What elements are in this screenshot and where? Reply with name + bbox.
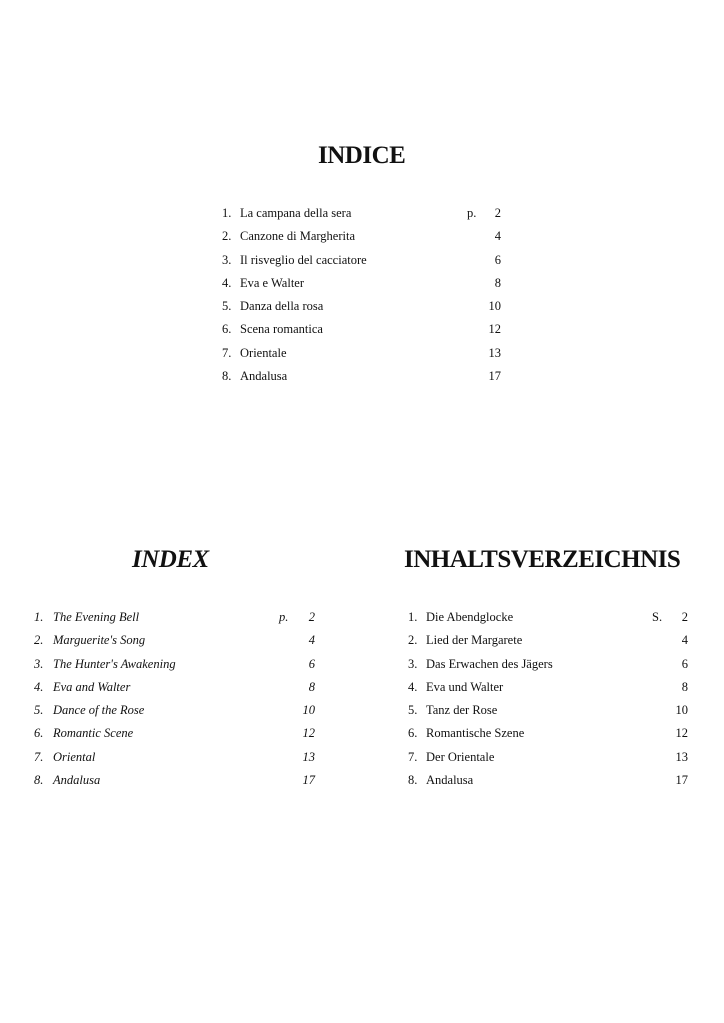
entry-page: 2	[494, 206, 501, 220]
index-list	[34, 610, 315, 796]
entry-title: Das Erwachen des Jägers	[426, 656, 553, 671]
entry-title: Scena romantica	[240, 322, 323, 337]
entry-number: 8.	[408, 773, 418, 788]
entry-page: 10	[488, 299, 501, 314]
entry-page: 13	[488, 345, 501, 360]
entry-number: 6.	[34, 726, 44, 741]
entry-number: 3.	[34, 656, 44, 671]
entry-title: Andalusa	[426, 773, 474, 788]
toc-entry	[222, 322, 501, 345]
entry-title: Danza della rosa	[240, 299, 324, 314]
index-heading: INDEX	[132, 546, 209, 573]
entry-number: 6.	[222, 322, 232, 337]
entry-page: 12	[488, 322, 501, 337]
entry-title: Marguerite's Song	[53, 633, 146, 648]
entry-number: 1.	[34, 610, 44, 624]
entry-page: 8	[494, 275, 501, 290]
toc-entry	[408, 726, 688, 749]
toc-entry	[222, 369, 501, 392]
entry-number: 4.	[408, 679, 418, 694]
entry-page: 4	[681, 633, 688, 648]
toc-entry	[34, 726, 315, 749]
entry-title: Orientale	[240, 345, 287, 360]
entry-number: 7.	[408, 749, 418, 764]
entry-page: 12	[675, 726, 688, 741]
entry-page: 17	[488, 369, 501, 384]
entry-page: 6	[494, 252, 501, 267]
entry-page: 8	[308, 679, 315, 694]
entry-title: Romantische Szene	[426, 726, 525, 741]
toc-entry	[222, 253, 501, 276]
entry-page: 13	[675, 749, 688, 764]
entry-page: 4	[494, 229, 501, 244]
entry-title: Eva e Walter	[240, 275, 305, 290]
indice-list	[222, 206, 501, 392]
indice-heading: INDICE	[318, 142, 406, 169]
toc-entry	[34, 610, 315, 633]
toc-entry	[408, 633, 688, 656]
entry-number: 2.	[408, 633, 418, 648]
entry-number: 4.	[34, 679, 44, 694]
toc-entry	[34, 750, 315, 773]
entry-page: 17	[675, 773, 688, 788]
entry-title: Eva and Walter	[53, 679, 131, 694]
entry-title: Lied der Margarete	[426, 633, 523, 648]
entry-title: Dance of the Rose	[53, 703, 145, 718]
inhaltsverzeichnis-list	[408, 610, 688, 796]
toc-entry	[34, 657, 315, 680]
entry-number: 1.	[408, 610, 418, 624]
entry-number: 7.	[34, 749, 44, 764]
entry-number: 2.	[34, 633, 44, 648]
entry-number: 2.	[222, 229, 232, 244]
toc-entry	[408, 703, 688, 726]
entry-page: 10	[675, 703, 688, 718]
toc-entry	[408, 680, 688, 703]
entry-number: 1.	[222, 206, 232, 220]
entry-number: 5.	[408, 703, 418, 718]
entry-number: 8.	[34, 773, 44, 788]
entry-page: 8	[681, 679, 688, 694]
entry-title: Andalusa	[240, 369, 288, 384]
entry-title: Oriental	[53, 749, 96, 764]
entry-title: Eva und Walter	[426, 679, 504, 694]
inhaltsverzeichnis-heading: INHALTSVERZEICHNIS	[404, 546, 681, 573]
toc-entry	[222, 299, 501, 322]
toc-entry	[408, 773, 688, 796]
entry-page: 12	[302, 726, 315, 741]
toc-entry	[34, 680, 315, 703]
entry-title: Der Orientale	[426, 749, 495, 764]
entry-title: Romantic Scene	[53, 726, 134, 741]
toc-entry	[222, 346, 501, 369]
entry-title: La campana della sera	[240, 206, 352, 220]
entry-number: 3.	[408, 656, 418, 671]
entry-number: 5.	[34, 703, 44, 718]
toc-entry	[222, 229, 501, 252]
entry-number: 4.	[222, 275, 232, 290]
page-label: p.	[467, 206, 477, 220]
toc-entry	[408, 750, 688, 773]
entry-page: 2	[681, 610, 688, 624]
toc-entry	[222, 276, 501, 299]
entry-number: 8.	[222, 369, 232, 384]
entry-title: The Hunter's Awakening	[53, 656, 176, 671]
page-label: p.	[279, 610, 289, 624]
entry-page: 10	[302, 703, 315, 718]
entry-number: 3.	[222, 252, 232, 267]
toc-entry	[408, 657, 688, 680]
entry-title: Tanz der Rose	[426, 703, 498, 718]
entry-page: 6	[308, 656, 315, 671]
toc-entry	[408, 610, 688, 633]
toc-entry	[34, 633, 315, 656]
toc-entry	[34, 703, 315, 726]
entry-page: 4	[308, 633, 315, 648]
entry-page: 2	[308, 610, 315, 624]
entry-page: 17	[302, 773, 315, 788]
page-label: S.	[652, 610, 663, 624]
entry-title: Andalusa	[53, 773, 101, 788]
entry-title: Il risveglio del cacciatore	[240, 252, 367, 267]
entry-number: 6.	[408, 726, 418, 741]
entry-number: 7.	[222, 345, 232, 360]
entry-title: Die Abendglocke	[426, 610, 514, 624]
entry-title: Canzone di Margherita	[240, 229, 356, 244]
entry-page: 6	[681, 656, 688, 671]
toc-entry	[34, 773, 315, 796]
entry-title: The Evening Bell	[53, 610, 140, 624]
entry-page: 13	[302, 749, 315, 764]
toc-entry	[222, 206, 501, 229]
entry-number: 5.	[222, 299, 232, 314]
